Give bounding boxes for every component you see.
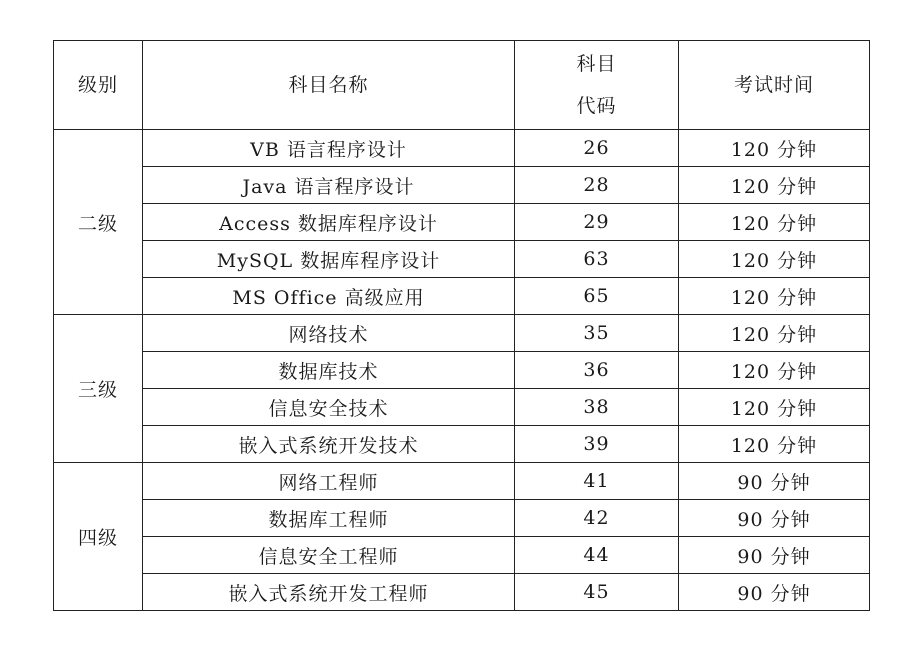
subject-name-cell: 网络技术: [143, 315, 515, 352]
exam-time-cell: 120 分钟: [679, 315, 870, 352]
header-exam-time: 考试时间: [679, 41, 870, 130]
exam-time-cell: 90 分钟: [679, 537, 870, 574]
subject-name-cell: 信息安全技术: [143, 389, 515, 426]
table-row: [54, 204, 870, 241]
subject-code-cell: 39: [515, 426, 679, 463]
table-header-row: [54, 41, 870, 130]
table-row: [54, 352, 870, 389]
exam-time-cell: 120 分钟: [679, 389, 870, 426]
table-row: [54, 500, 870, 537]
table-row: [54, 574, 870, 611]
exam-time-cell: 90 分钟: [679, 500, 870, 537]
subject-code-cell: 28: [515, 167, 679, 204]
subject-code-cell: 36: [515, 352, 679, 389]
table-row: [54, 389, 870, 426]
exam-time-cell: 120 分钟: [679, 167, 870, 204]
exam-subjects-table: [53, 40, 870, 611]
subject-code-cell: 26: [515, 130, 679, 167]
subject-name-cell: VB 语言程序设计: [143, 130, 515, 167]
exam-time-cell: 90 分钟: [679, 463, 870, 500]
exam-time-cell: 90 分钟: [679, 574, 870, 611]
subject-name-cell: 网络工程师: [143, 463, 515, 500]
exam-time-cell: 120 分钟: [679, 278, 870, 315]
table-row: [54, 426, 870, 463]
subject-name-cell: 信息安全工程师: [143, 537, 515, 574]
subject-code-cell: 41: [515, 463, 679, 500]
exam-time-cell: 120 分钟: [679, 241, 870, 278]
level-cell: 四级: [54, 463, 143, 611]
subject-code-cell: 35: [515, 315, 679, 352]
subject-name-cell: Java 语言程序设计: [143, 167, 515, 204]
subject-name-cell: Access 数据库程序设计: [143, 204, 515, 241]
subject-name-cell: MS Office 高级应用: [143, 278, 515, 315]
table-row: [54, 130, 870, 167]
exam-time-cell: 120 分钟: [679, 204, 870, 241]
exam-time-cell: 120 分钟: [679, 130, 870, 167]
subject-code-cell: 45: [515, 574, 679, 611]
subject-code-cell: 29: [515, 204, 679, 241]
table-row: [54, 537, 870, 574]
subject-name-cell: 数据库工程师: [143, 500, 515, 537]
table-row: [54, 241, 870, 278]
subject-name-cell: 嵌入式系统开发技术: [143, 426, 515, 463]
exam-time-cell: 120 分钟: [679, 352, 870, 389]
header-subject-code-line1: 科目: [576, 53, 617, 75]
subject-name-cell: 嵌入式系统开发工程师: [143, 574, 515, 611]
subject-code-cell: 44: [515, 537, 679, 574]
subject-code-cell: 65: [515, 278, 679, 315]
subject-code-cell: 63: [515, 241, 679, 278]
subject-code-cell: 38: [515, 389, 679, 426]
level-cell: 二级: [54, 130, 143, 315]
subject-name-cell: 数据库技术: [143, 352, 515, 389]
subject-name-cell: MySQL 数据库程序设计: [143, 241, 515, 278]
subject-code-cell: 42: [515, 500, 679, 537]
table-row: [54, 463, 870, 500]
table-row: [54, 278, 870, 315]
header-level: 级别: [54, 41, 143, 130]
header-subject-name: 科目名称: [143, 41, 515, 130]
level-cell: 三级: [54, 315, 143, 463]
table-row: [54, 167, 870, 204]
exam-time-cell: 120 分钟: [679, 426, 870, 463]
header-subject-code: [515, 41, 679, 130]
header-subject-code-line2: 代码: [576, 95, 617, 117]
table-row: [54, 315, 870, 352]
